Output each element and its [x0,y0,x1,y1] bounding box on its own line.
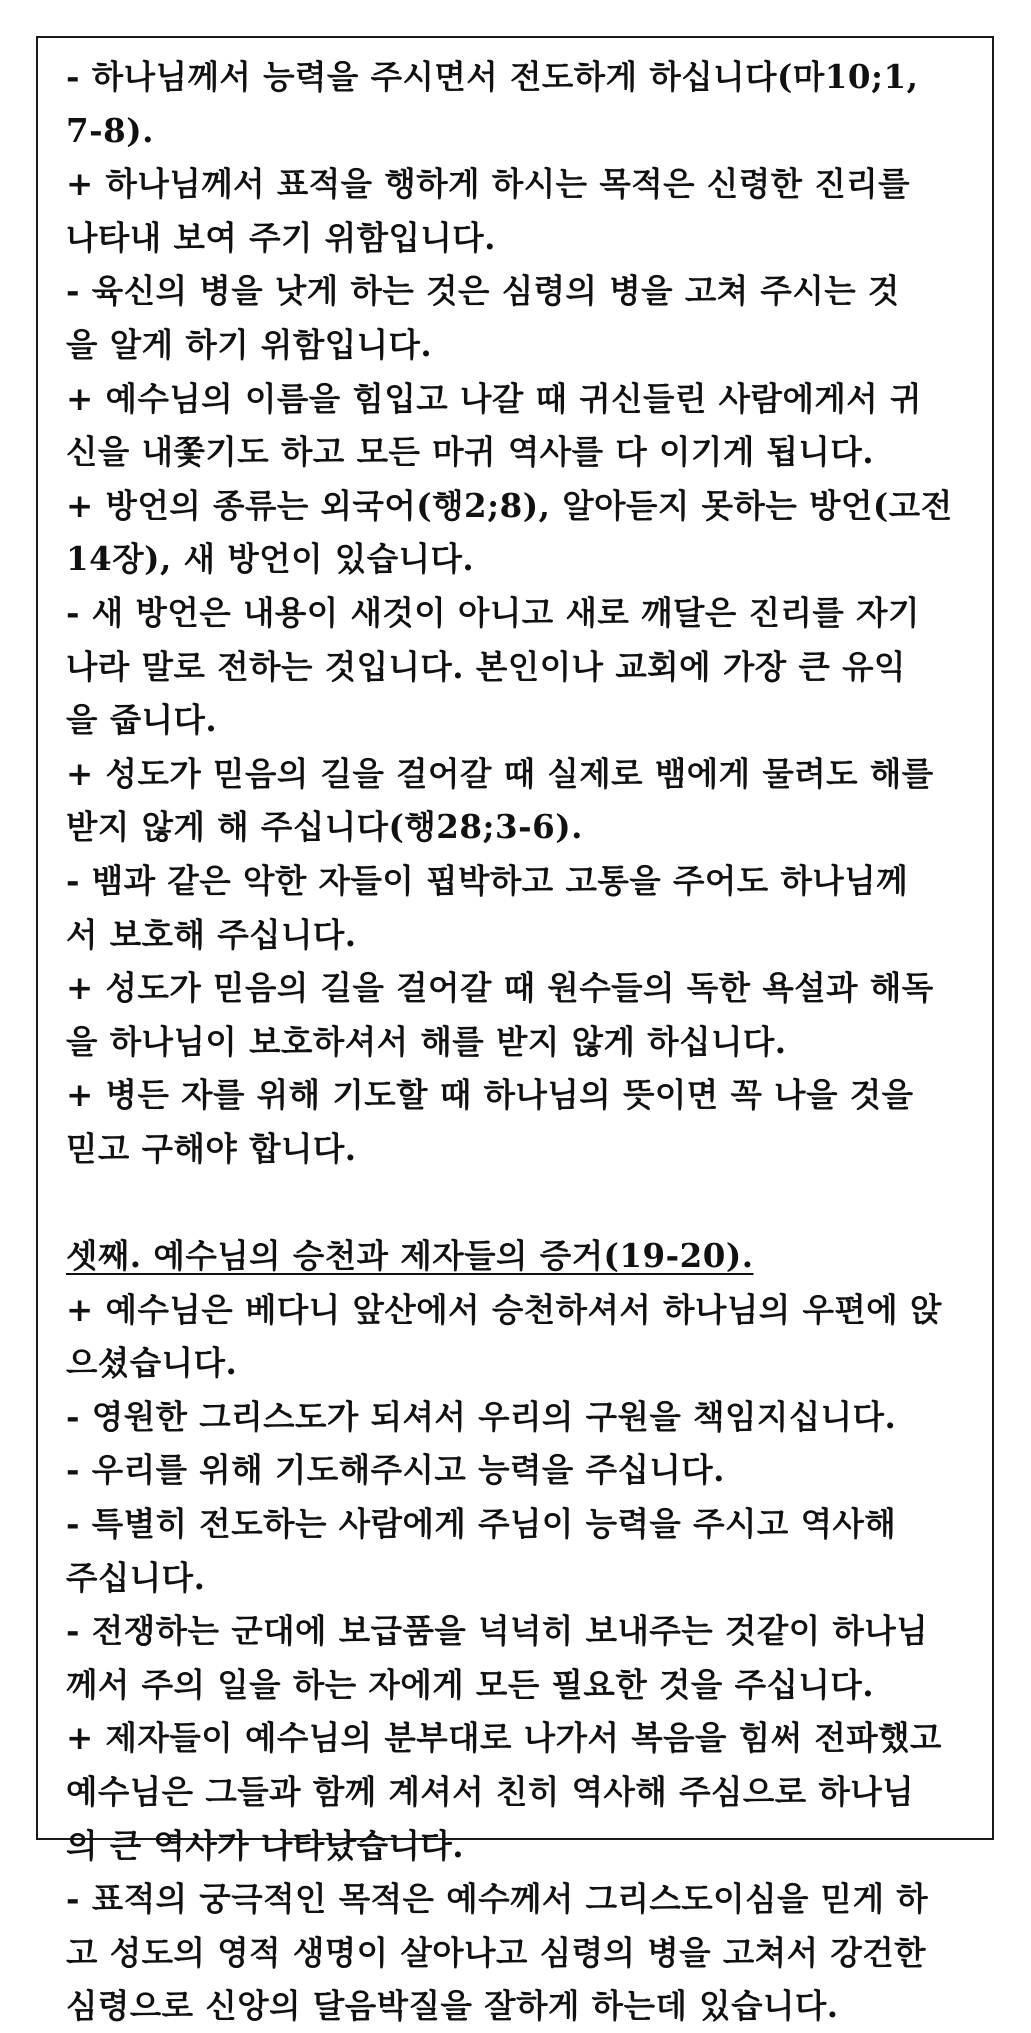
text-line: 을 줍니다. [66,700,218,740]
paragraph-gap [66,1175,966,1229]
text-line: 신을 내쫓기도 하고 모든 마귀 역사를 다 이기게 됩니다. [66,432,875,472]
section-heading: 셋째. 예수님의 승천과 제자들의 증거(19-20). [66,1236,754,1276]
text-line: + 하나님께서 표적을 행하게 하시는 목적은 신령한 진리를 [66,164,911,204]
text-line: + 방언의 종류는 외국어(행2;8), 알아듣지 못하는 방언(고전 [66,485,953,525]
text-line: - 우리를 위해 기도해주시고 능력을 주십니다. [66,1450,725,1490]
text-line: - 표적의 궁극적인 목적은 예수께서 그리스도이심을 믿게 하 [66,1879,929,1919]
text-line: 7-8). [66,110,154,150]
section-heading-line [66,1229,966,1283]
document-frame [36,36,994,2026]
text-line: - 영원한 그리스도가 되셔서 우리의 구원을 책임지십니다. [66,1396,897,1436]
text-line: 예수님은 그들과 함께 계셔서 친히 역사해 주심으로 하나님 [66,1772,915,1811]
text-line: + 병든 자를 위해 기도할 때 하나님의 뜻이면 꼭 나을 것을 [66,1075,914,1115]
text-line: - 새 방언은 내용이 새것이 아니고 새로 깨달은 진리를 자기 [66,592,920,632]
text-line: 주십니다. [66,1557,206,1597]
text-line: + 예수님은 베다니 앞산에서 승천하셔서 하나님의 우편에 앉 [66,1289,942,1329]
text-line: 의 큰 역사가 나타났습니다. [66,1825,465,1865]
text-line: 서 보호해 주십니다. [66,914,357,954]
text-line: 14장), 새 방언이 있습니다. [66,539,475,579]
text-line: 께서 주의 일을 하는 자에게 모든 필요한 것을 주십니다. [66,1664,875,1704]
text-line: - 하나님께서 능력을 주시면서 전도하게 하십니다(마10;1, [66,57,919,96]
text-line: + 성도가 믿음의 길을 걸어갈 때 실제로 뱀에게 물려도 해를 [66,753,934,793]
section-one-text [66,50,966,1175]
text-line: - 특별히 전도하는 사람에게 주님이 능력을 주시고 역사해 [66,1504,897,1544]
section-two-text [66,1283,966,2033]
text-line: 나라 말로 전하는 것입니다. 본인이나 교회에 가장 큰 유익 [66,646,906,686]
text-line: 고 성도의 영적 생명이 살아나고 심령의 병을 고쳐서 강건한 [66,1932,926,1972]
text-line: - 전쟁하는 군대에 보급품을 넉넉히 보내주는 것같이 하나님 [66,1611,929,1651]
text-line: 을 알게 하기 위함입니다. [66,324,433,364]
text-line: 을 하나님이 보호하셔서 해를 받지 않게 하십니다. [66,1021,787,1061]
text-line: + 제자들이 예수님의 분부대로 나가서 복음을 힘써 전파했고 [66,1718,942,1758]
text-line: 심령으로 신앙의 달음박질을 잘하게 하는데 있습니다. [66,1986,839,2026]
text-line: 믿고 구해야 합니다. [66,1128,357,1168]
text-line: 나타내 보여 주기 위함입니다. [66,217,496,257]
text-line: 으셨습니다. [66,1343,238,1383]
text-line: + 성도가 믿음의 길을 걸어갈 때 원수들의 독한 욕설과 해독 [66,968,934,1008]
text-line: 받지 않게 해 주십니다(행28;3-6). [66,807,583,847]
text-line: - 육신의 병을 낫게 하는 것은 심령의 병을 고쳐 주시는 것 [66,271,900,311]
text-line: + 예수님의 이름을 힘입고 나갈 때 귀신들린 사람에게서 귀 [66,378,922,418]
text-line: - 뱀과 같은 악한 자들이 핍박하고 고통을 주어도 하나님께 [66,860,909,900]
